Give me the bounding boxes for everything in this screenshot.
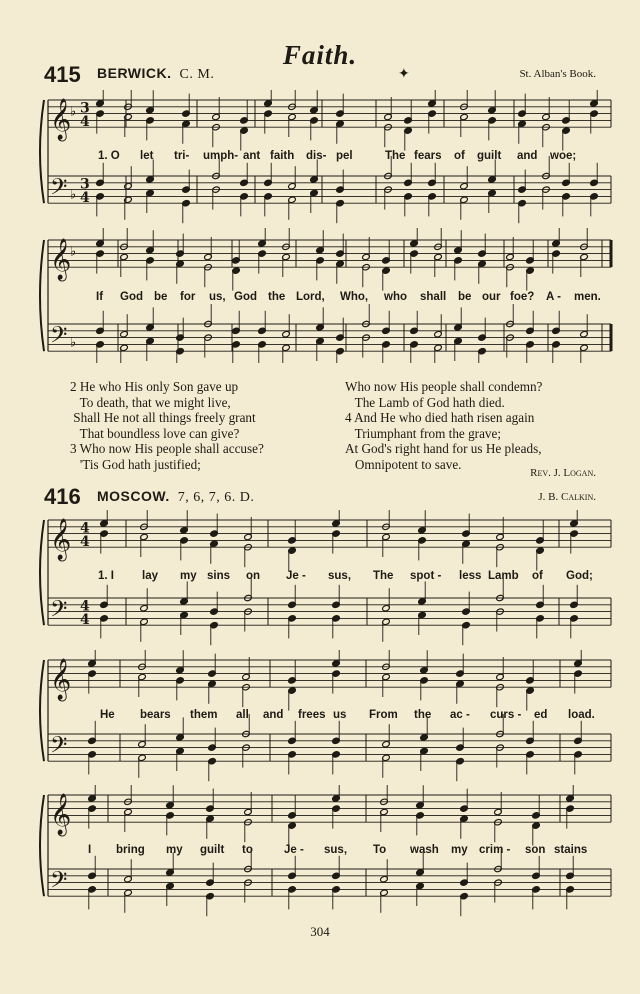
lyric-syllable: be bbox=[154, 291, 168, 303]
hymn-415-verses-left: 2 He who His only Son gave up To death, that we might live, Shall He not all things freely grant That boundless love can give? 3 Who now His people shall accuse? 'Tis God hath justified; bbox=[70, 379, 264, 472]
hymn-416-tune bbox=[97, 488, 254, 506]
treble-clef-icon: 𝄞 bbox=[50, 659, 72, 701]
lyric-syllable: stains bbox=[554, 844, 588, 856]
lyric-syllable: The bbox=[373, 570, 394, 582]
lyric-syllable: my bbox=[166, 844, 183, 856]
time-signature-top: 3 bbox=[80, 176, 90, 193]
hymn-415-meter: C. M. bbox=[179, 67, 215, 82]
lyric-syllable: spot - bbox=[410, 570, 442, 582]
lyric-syllable: crim - bbox=[479, 844, 511, 856]
hymn-416-number: 416 bbox=[44, 484, 81, 509]
lyric-syllable: frees bbox=[298, 709, 326, 721]
lyric-syllable: 1. I bbox=[98, 570, 114, 582]
lyric-syllable: From bbox=[369, 709, 398, 721]
lyric-syllable: let bbox=[140, 150, 154, 162]
hymn-416-meter: 7, 6, 7, 6. D. bbox=[177, 490, 255, 505]
lyric-syllable: on bbox=[246, 570, 261, 582]
treble-clef-icon: 𝄞 bbox=[50, 519, 72, 561]
flat-key-signature-icon: ♭ bbox=[70, 335, 77, 351]
time-signature-bottom: 4 bbox=[80, 114, 90, 131]
bass-clef-icon: 𝄢 bbox=[50, 732, 68, 764]
lyric-syllable: God bbox=[120, 291, 143, 303]
lyric-syllable: son bbox=[525, 844, 546, 856]
lyric-syllable: guilt bbox=[200, 844, 225, 856]
flat-key-signature-icon: ♭ bbox=[70, 104, 77, 120]
lyric-syllable: all bbox=[236, 709, 249, 721]
lyric-syllable: to bbox=[242, 844, 253, 856]
time-signature-top: 3 bbox=[80, 100, 90, 117]
lyric-syllable: lay bbox=[142, 570, 158, 582]
lyric-syllable: and bbox=[517, 150, 538, 162]
lyric-syllable: ed bbox=[534, 709, 548, 721]
star-mark-icon: ✦ bbox=[398, 67, 410, 82]
lyric-syllable: tri- bbox=[174, 150, 190, 162]
lyric-syllable: I bbox=[88, 844, 92, 856]
lyric-syllable: less bbox=[459, 570, 482, 582]
hymn-415-tune-name: BERWICK. bbox=[97, 65, 172, 81]
lyric-syllable: for bbox=[180, 291, 196, 303]
hymn-416-tune-name: MOSCOW. bbox=[97, 488, 170, 504]
time-signature-bottom: 4 bbox=[80, 534, 90, 551]
lyric-syllable: them bbox=[190, 709, 218, 721]
lyric-syllable: the bbox=[414, 709, 432, 721]
lyric-syllable: ac - bbox=[450, 709, 470, 721]
lyric-syllable: of bbox=[454, 150, 465, 162]
lyric-syllable: 1. O bbox=[98, 150, 120, 162]
lyric-syllable: men. bbox=[574, 291, 601, 303]
lyric-syllable: God; bbox=[566, 570, 593, 582]
hymn-415-lyrics-line-2 bbox=[0, 291, 640, 307]
lyric-syllable: my bbox=[451, 844, 468, 856]
lyric-syllable: bring bbox=[116, 844, 145, 856]
lyric-syllable: who bbox=[384, 291, 407, 303]
lyric-syllable: Who, bbox=[340, 291, 369, 303]
lyric-syllable: of bbox=[532, 570, 543, 582]
lyric-syllable: foe? bbox=[510, 291, 535, 303]
hymn-415-source: St. Alban's Book. bbox=[519, 68, 596, 80]
lyric-syllable: faith bbox=[270, 150, 295, 162]
lyric-syllable: Je - bbox=[284, 844, 304, 856]
hymn-416-lyrics-line-3 bbox=[0, 844, 640, 860]
lyric-syllable: the bbox=[268, 291, 286, 303]
lyric-syllable: my bbox=[180, 570, 197, 582]
lyric-syllable: fears bbox=[414, 150, 442, 162]
hymn-415-number: 415 bbox=[44, 62, 81, 87]
lyric-syllable: A - bbox=[546, 291, 561, 303]
lyric-syllable: God bbox=[234, 291, 257, 303]
lyric-syllable: ant bbox=[243, 150, 261, 162]
bass-clef-icon: 𝄢 bbox=[50, 867, 68, 899]
bass-clef-icon: 𝄢 bbox=[50, 174, 68, 206]
lyric-syllable: us bbox=[333, 709, 347, 721]
bass-clef-icon: 𝄢 bbox=[50, 596, 68, 628]
treble-clef-icon: 𝄞 bbox=[50, 239, 72, 281]
hymn-416-source: J. B. Calkin. bbox=[538, 491, 596, 503]
lyric-syllable: Lord, bbox=[296, 291, 325, 303]
lyric-syllable: and bbox=[263, 709, 284, 721]
lyric-syllable: If bbox=[96, 291, 104, 303]
hymn-415-lyrics-line-1 bbox=[0, 150, 640, 166]
hymn-415-tune bbox=[97, 65, 214, 83]
lyric-syllable: sus, bbox=[324, 844, 348, 856]
lyric-syllable: load. bbox=[568, 709, 595, 721]
hymn-416-lyrics-line-1 bbox=[0, 570, 640, 586]
time-signature-top: 4 bbox=[80, 520, 90, 537]
lyric-syllable: The bbox=[385, 150, 406, 162]
lyric-syllable: sus, bbox=[328, 570, 352, 582]
lyric-syllable: woe; bbox=[550, 150, 577, 162]
time-signature-bottom: 4 bbox=[80, 190, 90, 207]
lyric-syllable: To bbox=[373, 844, 387, 856]
lyric-syllable: Je - bbox=[286, 570, 306, 582]
lyric-syllable: bears bbox=[140, 709, 171, 721]
lyric-syllable: umph- bbox=[203, 150, 239, 162]
hymn-416-lyrics-line-2 bbox=[0, 709, 640, 725]
treble-clef-icon: 𝄞 bbox=[50, 794, 72, 836]
bass-clef-icon: 𝄢 bbox=[50, 322, 68, 354]
flat-key-signature-icon: ♭ bbox=[70, 187, 77, 203]
lyric-syllable: us, bbox=[209, 291, 226, 303]
hymn-415-verses-right: Who now His people shall condemn? The Lamb of God hath died. 4 And He who died hath risen again Triumphant from the grave; At God's right hand for us He pleads, Omnipotent to save. bbox=[345, 379, 543, 472]
time-signature-top: 4 bbox=[80, 598, 90, 615]
lyric-syllable: curs - bbox=[490, 709, 522, 721]
page-number: 304 bbox=[310, 924, 330, 939]
lyric-syllable: sins bbox=[207, 570, 231, 582]
lyric-syllable: pel bbox=[336, 150, 353, 162]
flat-key-signature-icon: ♭ bbox=[70, 244, 77, 260]
lyric-syllable: wash bbox=[410, 844, 439, 856]
lyric-syllable: dis- bbox=[306, 150, 327, 162]
page-title: Faith. bbox=[282, 40, 358, 70]
time-signature-bottom: 4 bbox=[80, 612, 90, 629]
lyric-syllable: our bbox=[482, 291, 501, 303]
treble-clef-icon: 𝄞 bbox=[50, 99, 72, 141]
hymn-415-author: Rev. J. Logan. bbox=[530, 467, 596, 479]
lyric-syllable: be bbox=[458, 291, 472, 303]
lyric-syllable: Lamb bbox=[488, 570, 519, 582]
lyric-syllable: He bbox=[100, 709, 115, 721]
lyric-syllable: shall bbox=[420, 291, 447, 303]
lyric-syllable: guilt bbox=[477, 150, 502, 162]
